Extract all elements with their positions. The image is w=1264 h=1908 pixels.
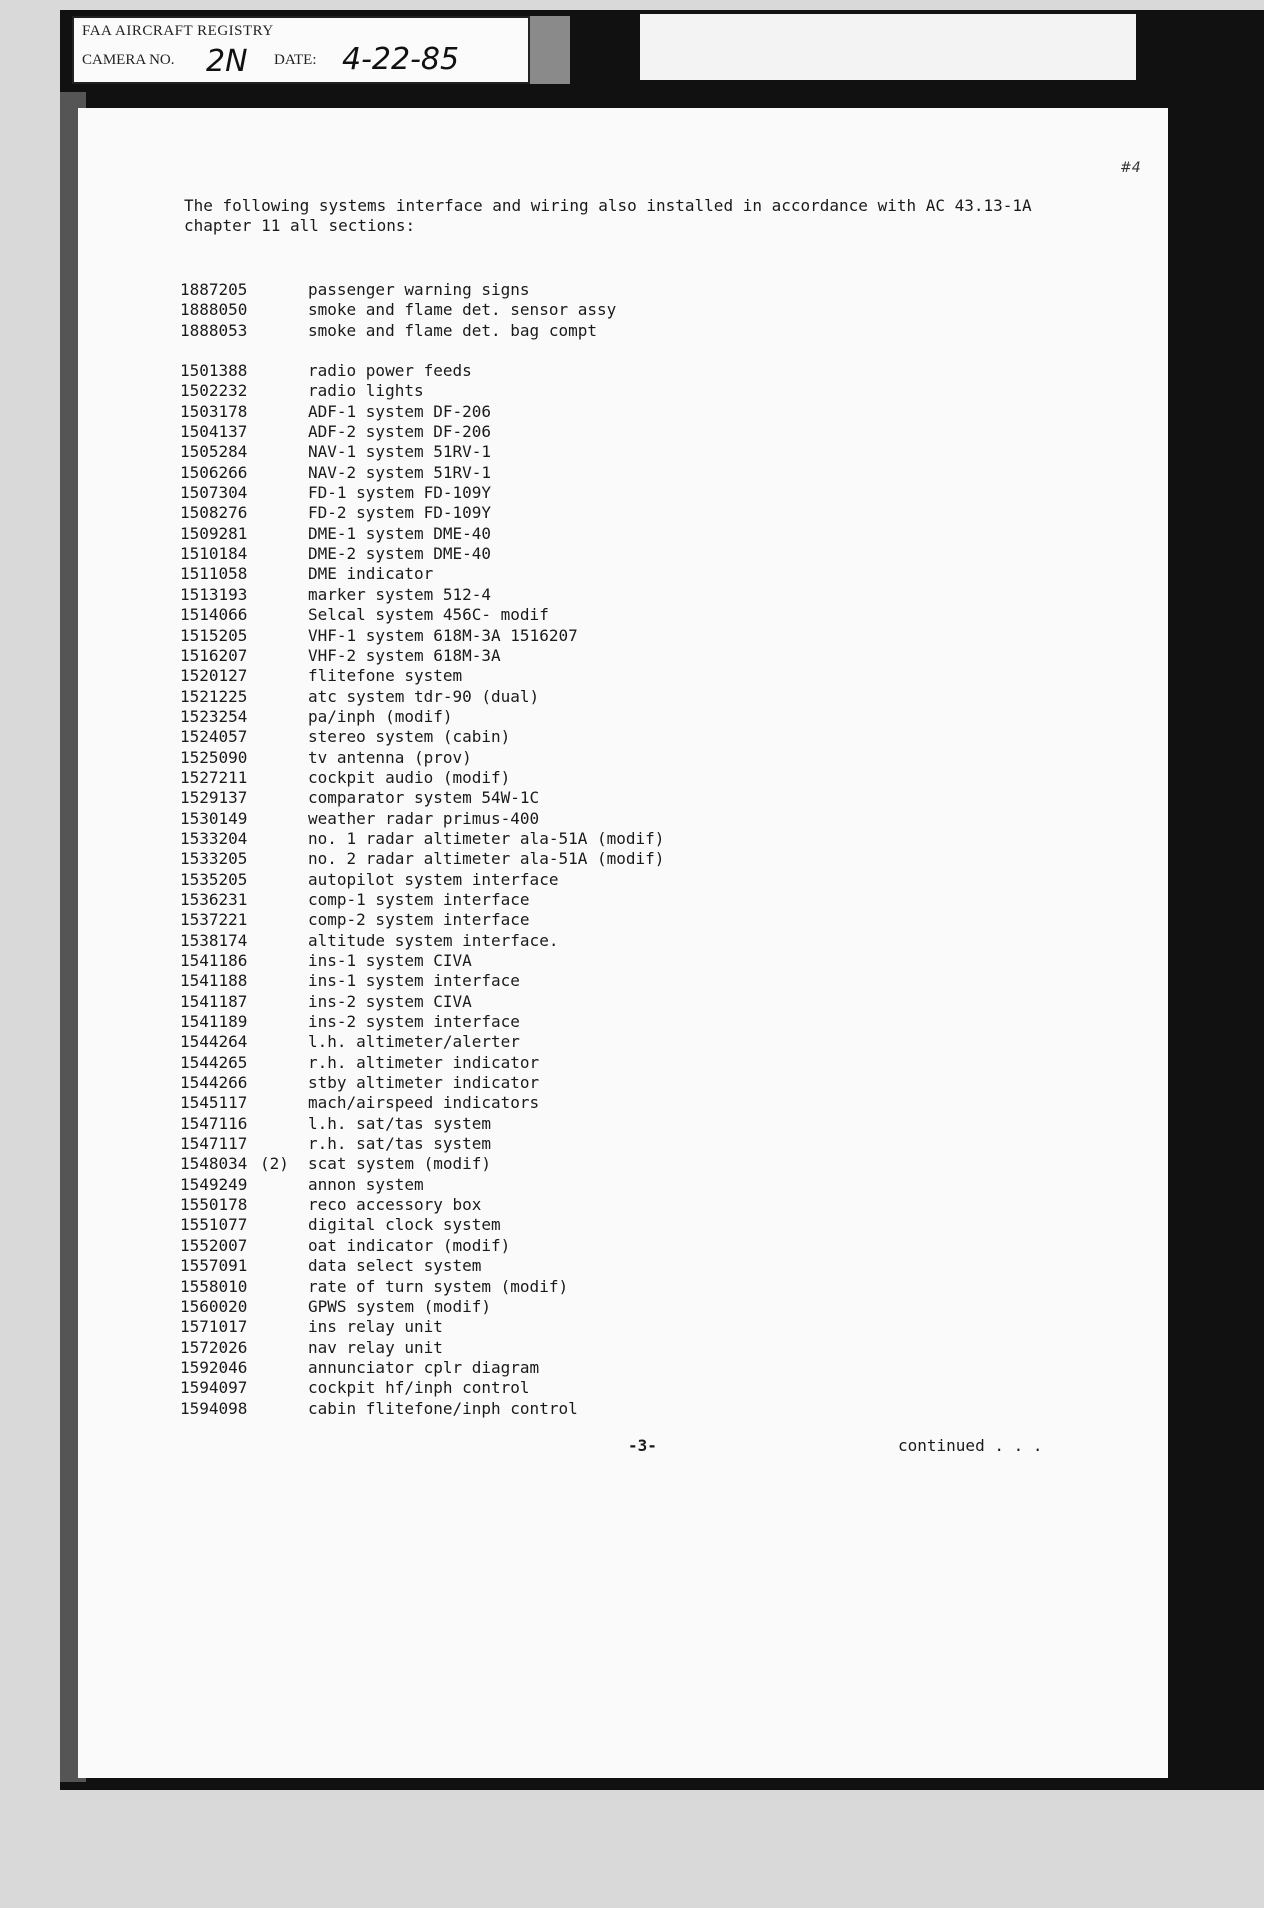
system-description: VHF-1 system 618M-3A 1516207: [308, 625, 578, 645]
part-number: 1592046: [180, 1357, 248, 1377]
system-description: oat indicator (modif): [308, 1235, 511, 1255]
system-description: radio lights: [308, 381, 424, 401]
scan-blank-area: [640, 14, 1136, 80]
system-description: mach/airspeed indicators: [308, 1093, 540, 1113]
system-description: stby altimeter indicator: [308, 1073, 540, 1093]
part-number: 1549249: [180, 1174, 248, 1194]
system-description: no. 2 radar altimeter ala-51A (modif): [308, 849, 665, 869]
system-description: rate of turn system (modif): [308, 1276, 569, 1296]
part-number: 1888053: [180, 320, 248, 340]
camera-label: CAMERA NO.: [82, 52, 175, 68]
system-description: cockpit hf/inph control: [308, 1378, 530, 1398]
system-description: FD-2 system FD-109Y: [308, 503, 492, 523]
system-description: smoke and flame det. bag compt: [308, 320, 597, 340]
part-number: 1525090: [180, 747, 248, 767]
part-number: 1513193: [180, 584, 248, 604]
camera-number: 2N: [206, 44, 248, 79]
part-number: 1545117: [180, 1093, 248, 1113]
part-number: 1541186: [180, 951, 248, 970]
system-description: marker system 512-4: [308, 584, 492, 604]
system-description: altitude system interface.: [308, 930, 559, 950]
part-number: 1888050: [180, 300, 248, 320]
page-number: -3-: [628, 1436, 657, 1455]
system-description: pa/inph (modif): [308, 706, 453, 726]
part-number: 1548034: [180, 1154, 248, 1174]
part-number: 1530149: [180, 808, 248, 828]
part-number: 1501388: [180, 361, 248, 381]
system-description: ins relay unit: [308, 1317, 443, 1337]
part-number: 1544264: [180, 1032, 248, 1052]
part-number: 1520127: [180, 666, 248, 686]
system-description: VHF-2 system 618M-3A: [308, 645, 501, 665]
part-number: 1560020: [180, 1296, 248, 1316]
system-description: reco accessory box: [308, 1195, 482, 1215]
system-description: radio power feeds: [308, 361, 472, 381]
system-description: cabin flitefone/inph control: [308, 1398, 578, 1418]
system-description: autopilot system interface: [308, 869, 559, 889]
part-number: 1524057: [180, 727, 248, 747]
system-description: no. 1 radar altimeter ala-51A (modif): [308, 828, 665, 848]
system-description: atc system tdr-90 (dual): [308, 686, 540, 706]
part-number: 1541188: [180, 971, 248, 991]
stamp-tab: [530, 16, 570, 84]
part-number: 1536231: [180, 889, 248, 909]
system-description: DME indicator: [308, 564, 434, 584]
system-description: DME-2 system DME-40: [308, 544, 492, 564]
system-description: scat system (modif): [308, 1154, 492, 1174]
system-description: flitefone system: [308, 666, 463, 686]
part-number: 1505284: [180, 442, 248, 462]
system-description: stereo system (cabin): [308, 727, 511, 747]
system-description: ADF-2 system DF-206: [308, 422, 492, 442]
system-description: weather radar primus-400: [308, 808, 540, 828]
part-number: 1511058: [180, 564, 248, 584]
page-marker: #4: [1120, 160, 1141, 176]
part-number: 1557091: [180, 1256, 248, 1276]
part-number: 1571017: [180, 1317, 248, 1337]
system-description: DME-1 system DME-40: [308, 523, 492, 543]
system-description: annunciator cplr diagram: [308, 1357, 540, 1377]
part-number: 1535205: [180, 869, 248, 889]
part-number: 1521225: [180, 686, 248, 706]
part-number: 1594097: [180, 1378, 248, 1398]
system-description: data select system: [308, 1256, 482, 1276]
part-number: 1504137: [180, 422, 248, 442]
part-number: 1507304: [180, 483, 248, 503]
system-description: comparator system 54W-1C: [308, 788, 540, 808]
system-description: ins-2 system interface: [308, 1012, 520, 1032]
part-number: 1887205: [180, 280, 248, 299]
system-description: FD-1 system FD-109Y: [308, 483, 492, 503]
part-number: 1515205: [180, 625, 248, 645]
part-number: 1523254: [180, 706, 248, 726]
system-description: nav relay unit: [308, 1337, 443, 1357]
system-description: digital clock system: [308, 1215, 501, 1235]
part-number: 1537221: [180, 910, 248, 930]
part-number: 1509281: [180, 523, 248, 543]
system-description: cockpit audio (modif): [308, 767, 511, 787]
system-description: annon system: [308, 1174, 424, 1194]
part-number: 1541189: [180, 1012, 248, 1032]
part-number: 1544266: [180, 1073, 248, 1093]
system-description: l.h. sat/tas system: [308, 1113, 492, 1133]
part-number: 1527211: [180, 767, 248, 787]
registry-stamp: [72, 16, 530, 84]
system-description: Selcal system 456C- modif: [308, 605, 549, 625]
system-description: l.h. altimeter/alerter: [308, 1032, 520, 1052]
part-number: 1506266: [180, 462, 248, 482]
part-number: 1529137: [180, 788, 248, 808]
part-number: 1544265: [180, 1052, 248, 1072]
part-number: 1550178: [180, 1195, 248, 1215]
part-number: 1558010: [180, 1276, 248, 1296]
system-description: NAV-1 system 51RV-1: [308, 442, 492, 462]
system-description: ins-1 system interface: [308, 971, 520, 991]
part-number: 1510184: [180, 544, 248, 564]
part-number: 1594098: [180, 1398, 248, 1418]
system-description: passenger warning signs: [308, 280, 530, 299]
system-description: NAV-2 system 51RV-1: [308, 462, 492, 482]
continued-note: continued . . .: [898, 1436, 1043, 1455]
part-number: 1572026: [180, 1337, 248, 1357]
part-number: 1533205: [180, 849, 248, 869]
system-description: smoke and flame det. sensor assy: [308, 300, 617, 320]
part-number: 1551077: [180, 1215, 248, 1235]
system-description: r.h. altimeter indicator: [308, 1052, 540, 1072]
stamp-title: FAA AIRCRAFT REGISTRY: [82, 23, 274, 39]
part-number: 1514066: [180, 605, 248, 625]
system-description: comp-2 system interface: [308, 910, 530, 930]
system-description: comp-1 system interface: [308, 889, 530, 909]
part-number: 1502232: [180, 381, 248, 401]
part-number: 1533204: [180, 828, 248, 848]
part-number: 1503178: [180, 401, 248, 421]
part-number: 1547116: [180, 1113, 248, 1133]
part-number: 1508276: [180, 503, 248, 523]
part-number: 1538174: [180, 930, 248, 950]
date-label: DATE:: [274, 52, 317, 68]
system-description: tv antenna (prov): [308, 747, 472, 767]
part-number: 1547117: [180, 1134, 248, 1154]
system-description: r.h. sat/tas system: [308, 1134, 492, 1154]
date-value: 4-22-85: [342, 42, 460, 77]
system-description: ins-1 system CIVA: [308, 951, 472, 970]
quantity: (2): [260, 1154, 289, 1174]
part-number: 1552007: [180, 1235, 248, 1255]
intro-paragraph: The following systems interface and wiring also installed in accordance with AC 43.13-1A chapter 11 all sections:: [184, 196, 1032, 235]
part-number: 1516207: [180, 645, 248, 665]
system-description: GPWS system (modif): [308, 1296, 492, 1316]
system-description: ADF-1 system DF-206: [308, 401, 492, 421]
system-description: ins-2 system CIVA: [308, 991, 472, 1011]
part-number: 1541187: [180, 991, 248, 1011]
